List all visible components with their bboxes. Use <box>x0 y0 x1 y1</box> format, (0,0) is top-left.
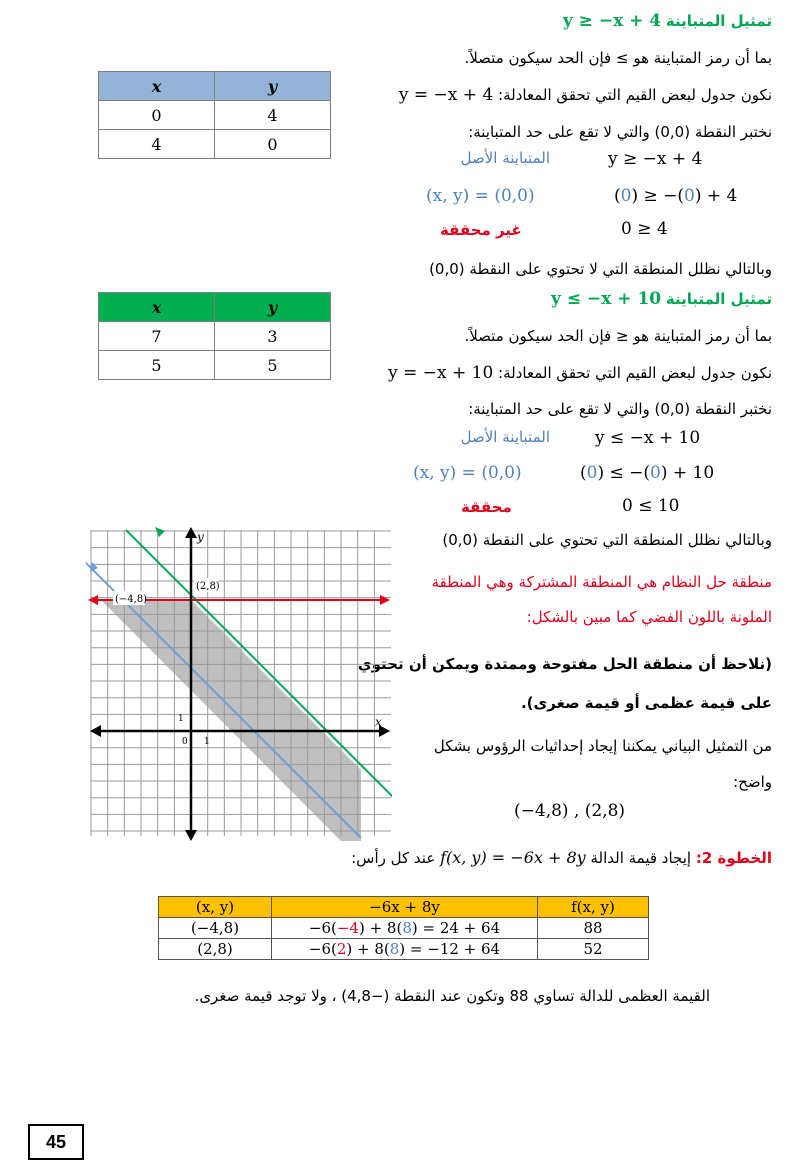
vertex-label-right: (2,8) <box>196 581 220 592</box>
section2-ineq: y ≤ −x + 10 <box>595 428 701 448</box>
expr-x: 2 <box>336 940 347 958</box>
section1-orig-label: المتباينة الأصل <box>460 149 550 167</box>
section1-heading-label: تمثيل المتباينة <box>665 12 772 30</box>
section2-heading-math: y ≤ −x + 10 <box>551 289 662 309</box>
y-axis-label: y <box>197 530 204 544</box>
ft-point: (−4,8) <box>159 918 272 939</box>
vertices-values: (−4,8) , (2,8) <box>514 801 626 821</box>
expr-y: 8 <box>402 919 412 937</box>
ft-value: 52 <box>538 939 649 960</box>
green-arrow-head <box>155 527 165 537</box>
section1-value-table <box>98 71 331 159</box>
note-line2: على قيمة عظمى أو قيمة صغرى). <box>520 694 772 712</box>
ft-header-expr: −6x + 8y <box>272 897 538 918</box>
vertices-line1: من التمثيل البياني يمكننا إيجاد إحداثيات الرؤوس بشكل <box>433 737 772 755</box>
table2-header-x: x <box>99 293 215 322</box>
x-tick-one: 1 <box>204 737 210 747</box>
table2-cell: 5 <box>215 351 331 380</box>
origin-label: 0 <box>182 737 188 747</box>
section1-substitution <box>614 186 737 206</box>
section1-line2-text: نكون جدول لبعض القيم التي تحقق المعادلة: <box>498 86 772 104</box>
section1-result-label: غير محققة <box>440 221 522 239</box>
ft-header-value: f(x, y) <box>538 897 649 918</box>
ft-point: (2,8) <box>159 939 272 960</box>
section1-heading <box>563 8 772 34</box>
table2-cell: 3 <box>215 322 331 351</box>
section2-heading-label: تمثيل المتباينة <box>665 290 772 308</box>
section1-heading-math: y ≥ −x + 4 <box>562 11 662 31</box>
ft-expr <box>272 939 538 960</box>
sub-open: ( <box>580 463 587 483</box>
sub-end: ) + 10 <box>660 463 715 483</box>
step2-line <box>351 845 772 871</box>
final-sentence: القيمة العظمى للدالة تساوي 88 وتكون عند النقطة (−4,8) ، ولا توجد قيمة صغرى. <box>194 987 710 1005</box>
page-number: 45 <box>28 1124 84 1160</box>
section2-orig-label: المتباينة الأصل <box>460 428 550 446</box>
ft-header-point: (x, y) <box>159 897 272 918</box>
section2-line2-text: نكون جدول لبعض القيم التي تحقق المعادلة: <box>498 364 772 382</box>
table1-header-y: y <box>215 72 331 101</box>
section2-substitution <box>580 463 714 483</box>
table2-cell: 5 <box>99 351 215 380</box>
sub-open: ( <box>614 186 621 206</box>
section2-heading <box>551 286 772 312</box>
expr-a: −6( <box>308 919 337 937</box>
table2-header-y: y <box>215 293 331 322</box>
section1-line2-math: y = −x + 4 <box>398 85 494 105</box>
section2-point: (x, y) = (0,0) <box>413 463 522 483</box>
section2-line2-math: y = −x + 10 <box>388 363 494 383</box>
sub-zero-2: 0 <box>684 186 695 206</box>
expr-b: ) + 8( <box>358 919 403 937</box>
ft-expr <box>272 918 538 939</box>
step2-text-before: إيجاد قيمة الدالة <box>590 849 692 867</box>
x-axis-arrow-left <box>90 725 101 737</box>
section2-line1: بما أن رمز المتباينة هو ≤ فإن الحد سيكون متصلاً. <box>464 327 772 345</box>
section2-conclusion: وبالتالي نظلل المنطقة التي تحتوي على النقطة (0,0) <box>442 531 772 549</box>
y-axis-arrow-down <box>185 830 197 841</box>
table1-cell: 4 <box>215 101 331 130</box>
expr-x: −4 <box>336 919 359 937</box>
table1-cell: 0 <box>99 101 215 130</box>
step2-func: f(x, y) = −6x + 8y <box>440 848 586 867</box>
y-axis-arrow-up <box>185 527 197 538</box>
sub-mid: ) ≤ −( <box>597 463 651 483</box>
section2-result-math: 0 ≤ 10 <box>622 496 680 516</box>
note-line1: (نلاحظ أن منطقة الحل مفتوحة وممتدة ويمكن أن تحتوي <box>357 655 772 673</box>
sub-zero-2: 0 <box>650 463 661 483</box>
region-line1: منطقة حل النظام هي المنطقة المشتركة وهي المنطقة <box>431 573 772 591</box>
table2-cell: 7 <box>99 322 215 351</box>
expr-c: ) = 24 + 64 <box>411 919 501 937</box>
step2-label: الخطوة 2: <box>695 849 772 867</box>
section1-ineq: y ≥ −x + 4 <box>608 149 703 169</box>
region-line2: الملونة باللون الفضي كما مبين بالشكل: <box>526 608 772 626</box>
table-row <box>159 918 649 939</box>
section1-result-math: 0 ≥ 4 <box>621 219 668 239</box>
expr-y: 8 <box>389 940 400 958</box>
section1-line2 <box>399 82 772 108</box>
expr-a: −6( <box>308 940 337 958</box>
x-axis-label: x <box>375 715 382 729</box>
section1-conclusion: وبالتالي نظلل المنطقة التي لا تحتوي على النقطة (0,0) <box>429 260 772 278</box>
table1-header-x: x <box>99 72 215 101</box>
expr-b: ) + 8( <box>346 940 390 958</box>
section1-line1: بما أن رمز المتباينة هو ≥ فإن الحد سيكون متصلاً. <box>464 49 772 67</box>
step2-text-after: عند كل رأس: <box>351 849 436 867</box>
sub-zero-1: 0 <box>586 463 598 483</box>
ft-value: 88 <box>538 918 649 939</box>
red-arrow-right <box>380 595 390 605</box>
red-arrow-left <box>88 595 98 605</box>
section1-point: (x, y) = (0,0) <box>426 186 535 206</box>
solution-graph <box>86 525 392 841</box>
y-tick-one: 1 <box>178 714 184 724</box>
vertices-line2: واضح: <box>733 773 772 791</box>
section2-line3: نختبر النقطة (0,0) والتي لا تقع على حد المتباينة: <box>468 400 772 418</box>
table1-cell: 0 <box>215 130 331 159</box>
function-table <box>158 896 649 960</box>
sub-end: ) + 4 <box>694 186 738 206</box>
sub-mid: ) ≥ −( <box>631 186 685 206</box>
section2-result-label: محققة <box>461 498 512 516</box>
sub-zero-1: 0 <box>620 186 632 206</box>
table-row <box>159 939 649 960</box>
expr-c: ) = −12 + 64 <box>399 940 501 958</box>
section1-line3: نختبر النقطة (0,0) والتي لا تقع على حد المتباينة: <box>468 123 772 141</box>
vertex-label-left: (−4,8) <box>115 594 148 605</box>
section2-value-table <box>98 292 331 380</box>
table1-cell: 4 <box>99 130 215 159</box>
section2-line2 <box>388 360 772 386</box>
